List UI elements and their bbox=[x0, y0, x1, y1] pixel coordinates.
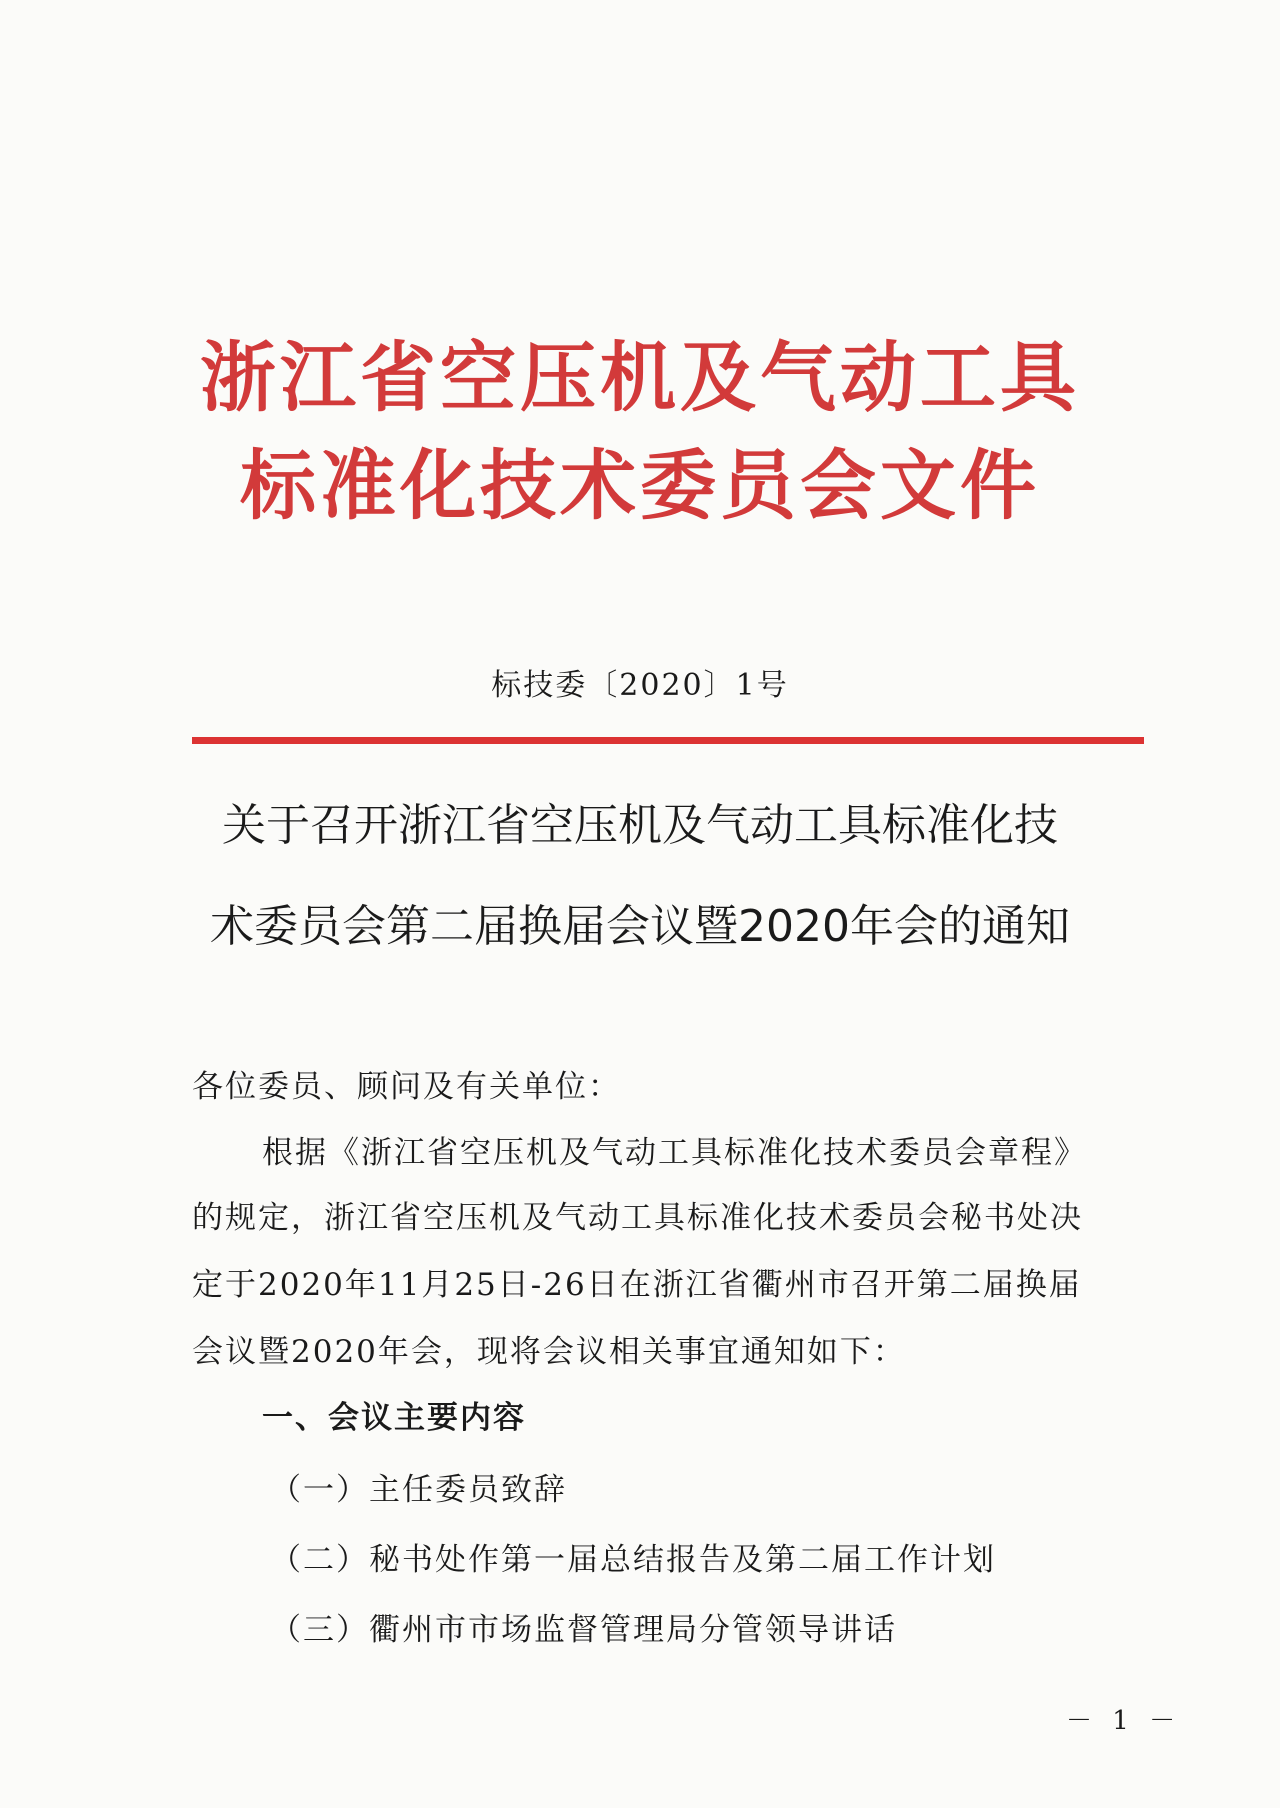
notice-title-line2: 术委员会第二届换届会议暨2020年会的通知 bbox=[210, 901, 1070, 952]
section-heading: 一、会议主要内容 bbox=[262, 1400, 526, 1436]
red-divider-line bbox=[192, 737, 1144, 744]
salutation: 各位委员、顾问及有关单位： bbox=[192, 1069, 621, 1105]
paragraph-line: 根据《浙江省空压机及气动工具标准化技术委员会章程》 bbox=[262, 1135, 1087, 1171]
agenda-item: （三）衢州市市场监督管理局分管领导讲话 bbox=[270, 1612, 897, 1648]
agenda-item: （一）主任委员致辞 bbox=[270, 1472, 567, 1508]
issuer-title-line2: 标准化技术委员会文件 bbox=[240, 441, 1040, 530]
page-number: － 1 － bbox=[1066, 1706, 1182, 1736]
paragraph-line: 会议暨2020年会，现将会议相关事宜通知如下： bbox=[192, 1334, 906, 1370]
paragraph-line: 定于2020年11月25日-26日在浙江省衢州市召开第二届换届 bbox=[192, 1267, 1082, 1303]
notice-title-line1: 关于召开浙江省空压机及气动工具标准化技 bbox=[222, 800, 1058, 851]
document-number: 标技委〔2020〕1号 bbox=[491, 668, 789, 703]
issuer-title-line1: 浙江省空压机及气动工具 bbox=[200, 333, 1080, 422]
paragraph-line: 的规定，浙江省空压机及气动工具标准化技术委员会秘书处决 bbox=[192, 1200, 1083, 1236]
agenda-item: （二）秘书处作第一届总结报告及第二届工作计划 bbox=[270, 1542, 996, 1578]
